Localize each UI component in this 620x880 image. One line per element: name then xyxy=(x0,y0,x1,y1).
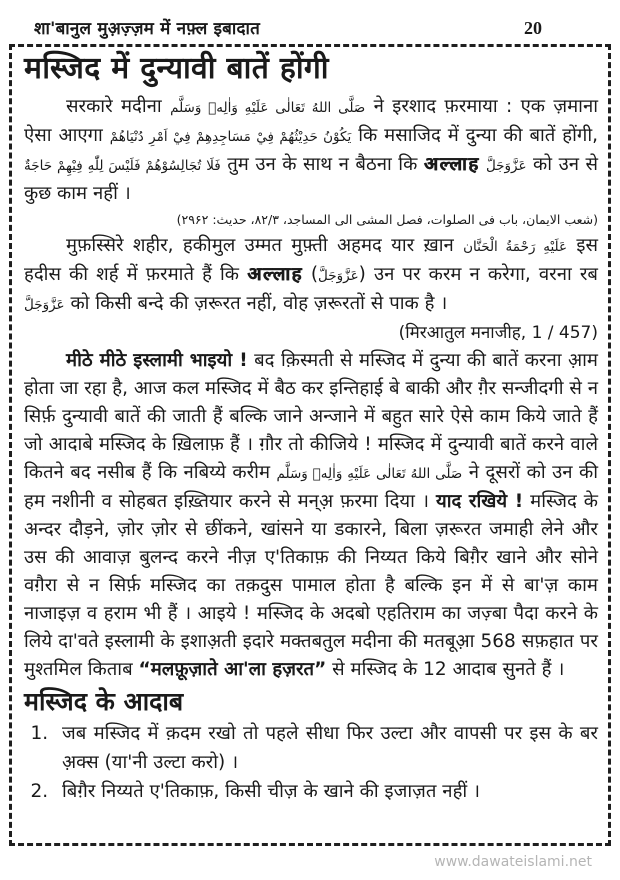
text-segment: कि मसाजिद में दुन्या की बातें होंगी, xyxy=(351,125,598,146)
text-segment: मस्जिद के अन्दर दौड़ने, ज़ोर ज़ोर से छींकने, खांसने या डकारने, बिला ज़रूरत जमाही लेने और उस की आवाज़ बुलन्द करने नीज़ ए'तिकाफ़ की निय्यत किये बिग़ैर खाने और सोने वग़ैरा से न सिर्फ़ मस्जिद का तक़दुस पामाल होता है बल्कि इन में से बा'ज़ काम नाजाइज़ व हराम भी हैं । आइये ! मस्जिद के अदबो एहतिराम का जज़्बा पैदा करने के लिये दा'वते इस्लामी के इशाअ़ती इदारे मक्तबतुल मदीना की मतबूआ़ 568 सफ़हात पर मुश्तमिल किताब xyxy=(24,491,599,680)
text-segment: मुफ़स्सिरे शहीर, हकीमुल उम्मत मुफ़्ती अहमद यार ख़ान xyxy=(66,235,464,256)
paragraph-3 xyxy=(24,347,598,684)
paragraph-1 xyxy=(24,93,598,208)
watermark-url: www.dawateislami.net xyxy=(434,854,592,870)
text-segment: ने दूसरों को उन की हम नशीनी व सोहबत इख़्तियार करने से मन्अ़ फ़रमा दिया । xyxy=(24,462,598,512)
page-number: 20 xyxy=(524,18,542,38)
arabic-honorific: عَلَيْهِ رَحْمَةُ الْحَنَّان xyxy=(463,239,568,255)
text-segment: तुम उन के साथ न बैठना कि xyxy=(220,154,424,175)
source-citation: (मिरआतुल मनाजीह, 1 / 457) xyxy=(398,323,598,343)
source-citation: (شعب الایمان، باب فی الصلوات، فصل المشی الی المساجد، ۸۲/۳، حدیث: ۲۹۶۲) xyxy=(176,212,598,227)
adab-list-item-1: 1. जब मस्जिद में क़दम रखो तो पहले सीधा फिर उल्टा और वापसी पर इस के बर अ़क्स (या'नी उल्टा करो) । xyxy=(54,719,598,777)
paragraphs-container xyxy=(24,93,598,684)
content-box xyxy=(9,44,611,846)
main-heading: मस्जिद में दुन्यावी बातें होंगी xyxy=(24,51,329,86)
bold-text-segment: मीठे मीठे इस्लामी भाइयो ! xyxy=(66,350,248,371)
text-segment: से मस्जिद के 12 आदाब सुनते हैं । xyxy=(326,659,565,680)
page-footer xyxy=(0,846,620,870)
text-segment: बद क़िस्मती से मस्जिद में दुन्या की बातें करना आ़म होता जा रहा है, आज कल मस्जिद में बैठ कर इन्तिहाई बे बाकी और ग़ैर सन्जीदगी से न सिर्फ़ दुन्यावी बातें की जाती हैं बल्कि जाने अन्जाने में बहुत सारे ऐसे काम किये जाते हैं जो आदाबे मस्जिद के ख़िलाफ़ हैं । ग़ौर तो कीजिये ! मस्जिद में दुन्यावी बातें करने वाले कितने बद नसीब हैं कि नबिय्ये करीम xyxy=(24,350,599,483)
arabic-honorific: صَلَّى اللهُ تَعَالٰى عَلَيْهِ وَاٰلِهٖ وَسَلَّم xyxy=(170,100,366,116)
adab-list xyxy=(54,719,598,806)
bold-text-segment: याद रखिये ! xyxy=(435,491,524,512)
section-heading: मस्जिद के आदाब xyxy=(24,687,184,716)
text-segment: ) उन पर करम न करेगा, वरना रब xyxy=(358,264,598,285)
arabic-honorific: عَزَّوَجَلَّ xyxy=(24,297,65,313)
text-segment: को उन से कुछ काम नहीं । xyxy=(24,154,598,204)
text-segment: सरकारे मदीना xyxy=(66,96,171,117)
arabic-honorific: فَلَا تُجَالِسُوْهُمْ فَلَيْسَ لِلّٰهِ فِيْهِمْ حَاجَةٌ xyxy=(24,158,221,174)
arabic-honorific: عَزَّوَجَلَّ xyxy=(318,268,359,284)
arabic-honorific: عَزَّوَجَلَّ xyxy=(485,158,527,174)
text-segment: इस हदीस की शर्ह में फ़रमाते हैं कि xyxy=(24,235,598,285)
bold-text-segment: “मलफ़ूज़ाते आ'ला हज़रत” xyxy=(138,659,327,680)
arabic-honorific: يَكُوْنُ حَدِيْثُهُمْ فِيْ مَسَاجِدِهِمْ فِيْ اَمْرِ دُنْيَاهُمْ xyxy=(109,129,352,145)
allah-word: अल्लाह xyxy=(423,154,480,175)
adab-list-item-2: 2. बिग़ैर निय्यते ए'तिकाफ़, किसी चीज़ के खाने की इजाज़त नहीं । xyxy=(54,777,598,806)
allah-word: अल्लाह xyxy=(247,264,303,285)
page-header xyxy=(0,0,620,44)
paragraph-2 xyxy=(24,232,598,319)
text-segment: को किसी बन्दे की ज़रूरत नहीं, वोह ज़रूरतों से पाक है । xyxy=(64,293,448,314)
book-title: शा'बानुल मुअ़ज़्ज़म में नफ़्ल इबादात xyxy=(34,19,260,39)
arabic-honorific: صَلَّى اللهُ تَعَالٰى عَلَيْهِ وَاٰلِهٖ وَسَلَّم xyxy=(276,466,463,482)
text-segment: ने इरशाद फ़रमाया : एक ज़माना ऐसा आएगा xyxy=(24,96,599,146)
text-segment: ( xyxy=(302,264,319,285)
